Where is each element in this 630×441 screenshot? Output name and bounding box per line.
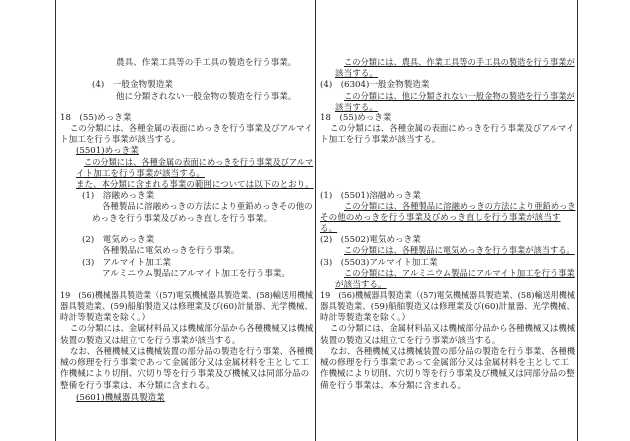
- text-line: 器具製造業、(59)船舶製造又は修理業及び(60)計量器、光学機械、: [60, 302, 313, 312]
- text-line: 作機械により切削、穴切り等を行う事業及び機械又は同部分品の: [60, 369, 310, 379]
- text-line: この分類には、アルミニウム製品にアルマイト加工を行う事業: [344, 269, 575, 279]
- text-line: この分類には、各種製品に電気めっきを行う事業が該当する。: [344, 246, 575, 256]
- item-heading: (3) (5503)アルマイト加工業: [320, 258, 438, 268]
- text-line: また、本分類に含まれる事業の範囲については以下のとおり。: [76, 180, 314, 190]
- text-line: 農具、作業工具等の手工具の製造を行う事業。: [116, 58, 297, 68]
- text-line: その他のめっきを行う事業及びめっき直しを行う事業が該当す: [320, 213, 561, 223]
- text-line: この分類には、各種金属の表面にめっきを行う事業及びアルマイ: [330, 124, 575, 134]
- item-heading: (4) 一般金物製造業: [92, 80, 173, 90]
- item-heading: (2) (5502)電気めっき業: [320, 235, 421, 245]
- text-line: 時計等製造業を除く。）: [320, 313, 411, 323]
- text-line: この分類には、各種金属の表面にめっきを行う事業及びアルマ: [84, 158, 314, 168]
- text-line: 整備を行う事業は、本分類に含まれる。: [60, 381, 215, 391]
- text-line: 器具製造業、(59)船舶製造又は修理業及び(60)計量器、光学機械、: [320, 302, 575, 312]
- section-heading: 18 (55)めっき業: [60, 113, 132, 123]
- subsection-heading: (5501)めっき業: [76, 146, 139, 156]
- text-line: 各種製品に電気めっきを行う事業。: [102, 246, 240, 256]
- item-heading: (4) (6304)一般金物製造業: [320, 80, 430, 90]
- section-heading: 19 (56)機械器具製造業（(57)電気機械器具製造業、(58)輸送用機械: [60, 291, 314, 301]
- text-line: 該当する。: [335, 103, 378, 113]
- text-line: る。: [320, 224, 338, 234]
- left-column-old-text: [55, 0, 316, 441]
- text-line: この分類には、金属材料品又は機械部分品から各種機械又は機械: [70, 324, 314, 334]
- text-line: この分類には、各種製品に溶融めっきの方法により亜鉛めっき: [344, 202, 576, 212]
- text-line: この分類には、他に分類されない一般金物の製造を行う事業が: [344, 92, 575, 102]
- text-line: 械の修理を行う事業であって金属部分又は金属材料を主として工: [320, 358, 570, 368]
- text-line: ト加工を行う事業が該当する。: [320, 135, 441, 145]
- text-line: ト加工を行う事業が該当する。: [60, 135, 181, 145]
- item-heading: (1) (5501)溶融めっき業: [320, 191, 421, 201]
- text-line: 械の修理を行う事業であって金属部分又は金属材料を主として工: [60, 358, 310, 368]
- text-line: が該当する。: [335, 280, 387, 290]
- text-line: 他に分類されない一般金物の製造を行う事業。: [116, 92, 297, 102]
- text-line: 装置の製造又は組立てを行う事業が該当する。: [320, 336, 501, 346]
- text-line: 装置の製造又は組立てを行う事業が該当する。: [60, 336, 241, 346]
- text-line: なお、各種機械又は機械装置の部分品の製造を行う事業、各種機: [70, 347, 314, 357]
- text-line: この分類には、農具、作業工具等の手工具の製造を行う事業が: [344, 58, 575, 68]
- text-line: 作機械により切削、穴切り等を行う事業及び機械又は同部分品の整: [320, 369, 575, 379]
- item-heading: (2) 電気めっき業: [82, 235, 155, 245]
- text-line: この分類には、金属材料品又は機械部分品から各種機械又は機械: [330, 324, 576, 334]
- text-line: アルミニウム製品にアルマイト加工を行う事業。: [102, 269, 291, 279]
- item-heading: (1) 溶融めっき業: [82, 191, 155, 201]
- text-line: この分類には、各種金属の表面にめっきを行う事業及びアルマイ: [70, 124, 313, 134]
- section-heading: 18 (55)めっき業: [320, 113, 392, 123]
- text-line: 各種製品に溶融めっきの方法により亜鉛めっきその他の: [102, 202, 313, 212]
- subsection-heading: (5601)機械器具製造業: [76, 393, 165, 403]
- text-line: なお、各種機械又は機械装置の部分品の製造を行う事業、各種機: [330, 347, 576, 357]
- right-column-new-text: [316, 0, 578, 441]
- text-line: 時計等製造業を除く。）: [60, 313, 151, 323]
- text-line: 備を行う事業は、本分類に含まれる。: [320, 381, 467, 391]
- text-line: めっきを行う事業及びめっき直しを行う事業。: [92, 214, 273, 224]
- text-line: イト加工を行う事業が該当する。: [76, 169, 205, 179]
- item-heading: (3) アルマイト加工業: [82, 258, 172, 268]
- section-heading: 19 (56)機械器具製造業（(57)電気機械器具製造業、(58)輸送用機械: [320, 291, 575, 301]
- text-line: 該当する。: [335, 69, 378, 79]
